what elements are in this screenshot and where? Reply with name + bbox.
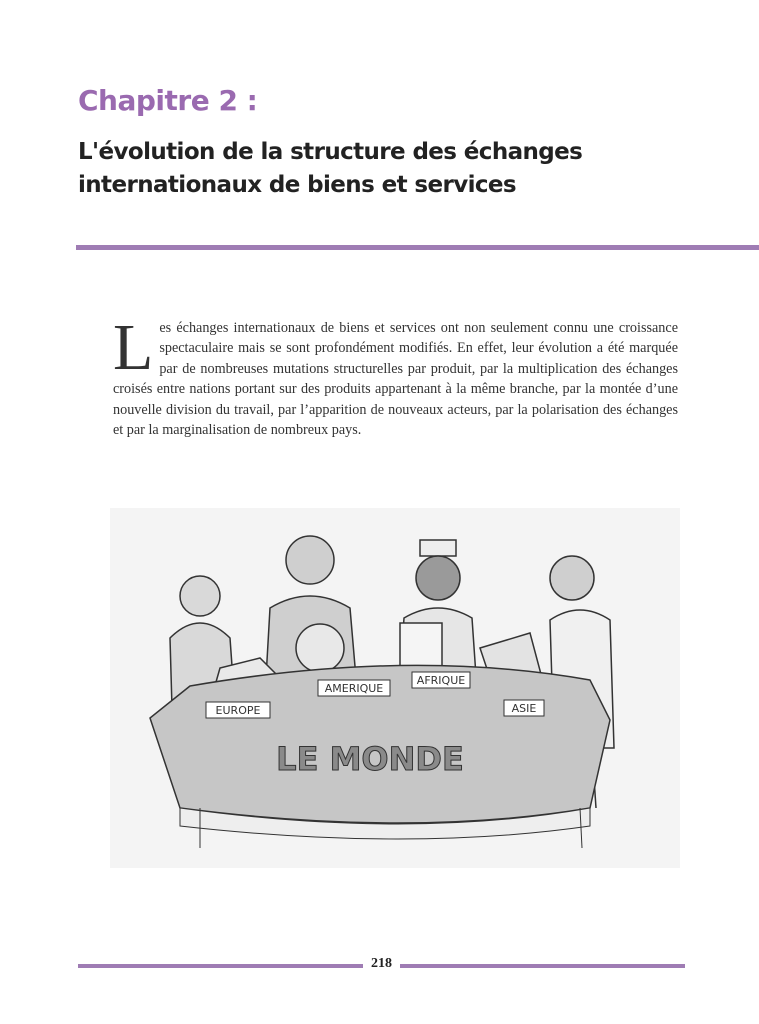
cartoon-illustration [110,508,680,868]
footer-rule-right [400,964,685,968]
label-afrique: AFRIQUE [416,674,466,687]
intro-text: es échanges internationaux de biens et services ont non seulement connu une croissance spectaculaire mais se sont profondément modifiés. En effet, leur évolution a été marquée par de nombreuses mutations structurelles par produit, par la multiplication des échanges croisés entre nations portant sur des produits appartenant à la même branche, par la montée d’une nouvelle division du travail, par l’apparition de nouveaux acteurs, par la polarisation des échanges et par la marginalisation de nombreux pays. [113,320,678,439]
footer-rule-left [78,964,363,968]
label-europe: EUROPE [215,704,261,717]
label-amerique: AMERIQUE [324,682,384,695]
chapter-label: Chapitre 2 : [78,84,258,117]
chapter-title: L'évolution de la structure des échanges internationaux de biens et services [78,139,583,198]
table-banner: LE MONDE [276,740,464,778]
page-number: 218 [371,956,392,971]
intro-paragraph [113,311,678,440]
title-divider [76,245,759,250]
drop-cap: L [113,311,154,384]
label-asie: ASIE [511,702,537,715]
